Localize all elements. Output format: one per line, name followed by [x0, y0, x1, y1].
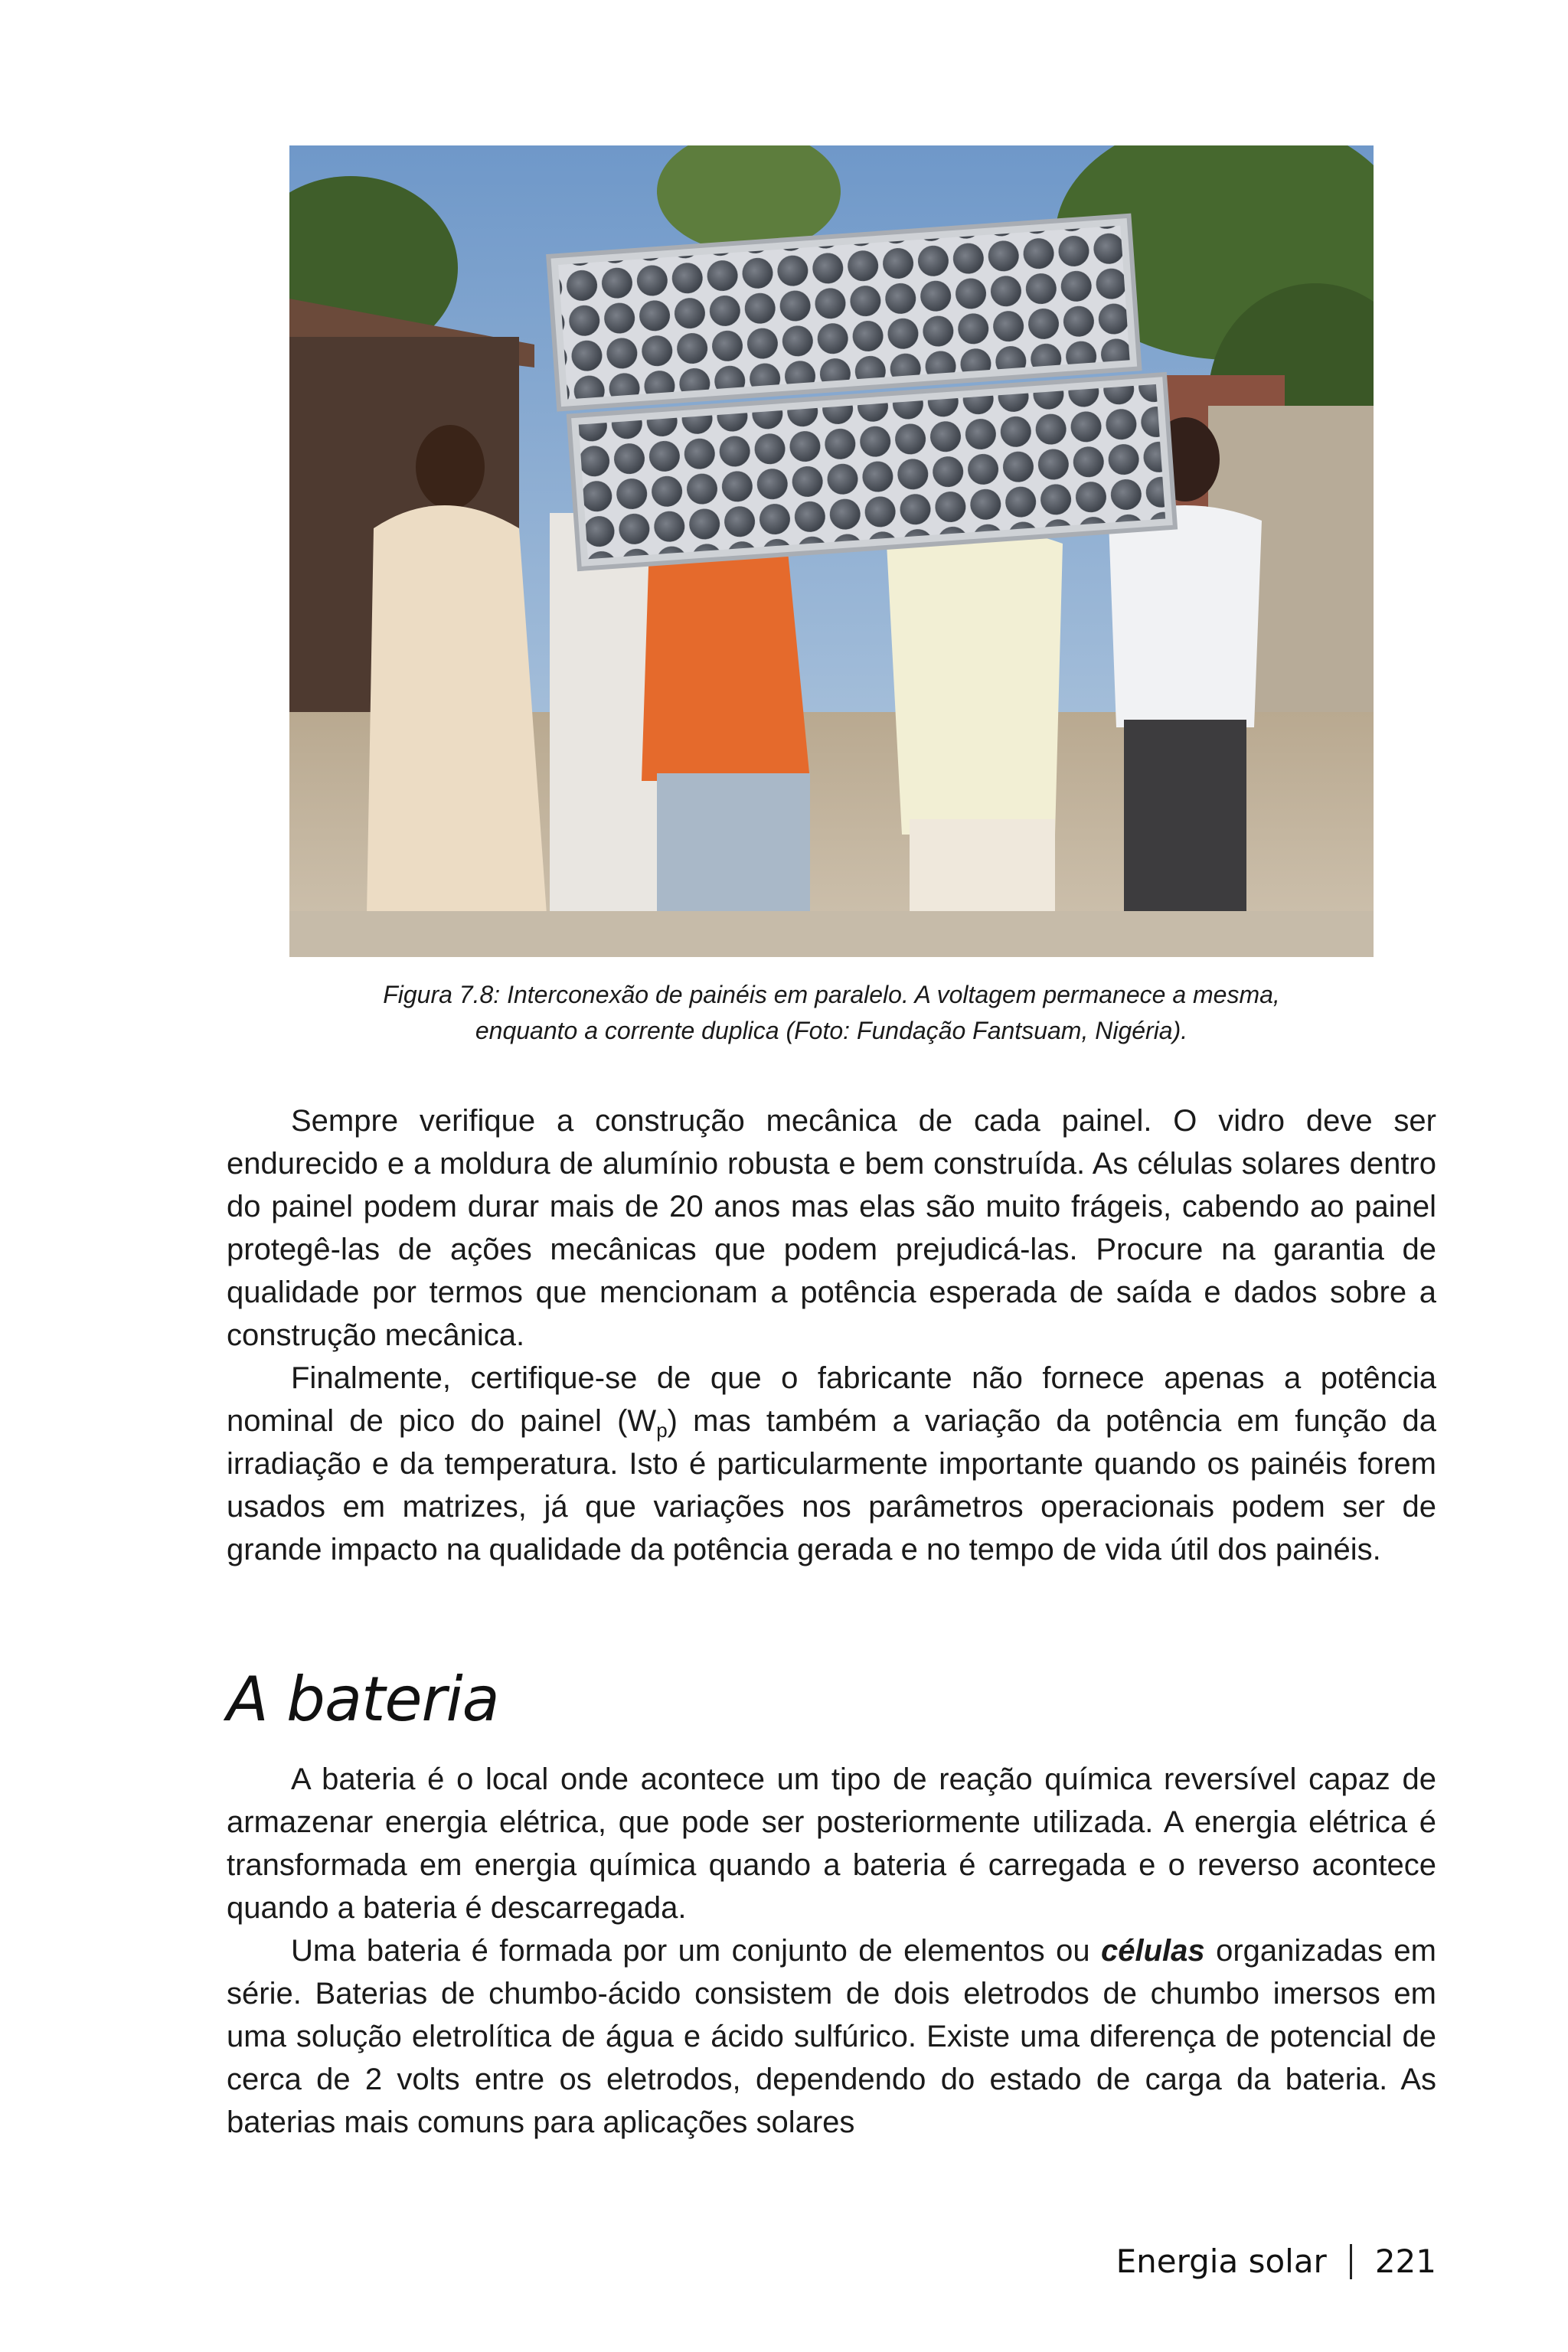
solar-panel-photo [289, 145, 1374, 957]
section-heading: A bateria [227, 1664, 499, 1735]
cells-emphasis: células [1101, 1934, 1205, 1968]
cells-text-a: Uma bateria é formada por um conjunto de elementos ou [291, 1934, 1102, 1968]
body-section-battery [227, 1758, 1436, 2144]
page-footer [1116, 2239, 1436, 2285]
paragraph-peak-power [227, 1357, 1436, 1571]
caption-line-2: enquanto a corrente duplica (Foto: Fundação Fantsuam, Nigéria). [475, 1017, 1188, 1044]
peak-power-text-b: ) mas também a variação da potência em função da irradiação e da temperatura. Isto é particularmente importante quando os painéis forem usados em matrizes, já que variações nos parâmetros operacionais podem ser de grande impacto na qualidade da potência gerada e no tempo de vida útil dos painéis. [227, 1404, 1436, 1566]
footer-section-name: Energia solar [1116, 2243, 1327, 2280]
peak-power-subscript: p [656, 1419, 668, 1442]
body-section-panels [227, 1099, 1436, 1571]
paragraph-construction: Sempre verifique a construção mecânica de cada painel. O vidro deve ser endurecido e a moldura de alumínio robusta e bem construída. As células solares dentro do painel podem durar mais de 20 anos mas elas são muito frágeis, cabendo ao painel protegê-las de ações mecânicas que podem prejudicá-las. Procure na garantia de qualidade por termos que mencionam a potência esperada de saída e dados sobre a construção mecânica. [227, 1104, 1436, 1352]
figure-caption [230, 977, 1433, 1049]
page-number: 221 [1374, 2243, 1436, 2280]
figure-photo [289, 145, 1374, 957]
paragraph-battery-definition: A bateria é o local onde acontece um tipo de reação química reversível capaz de armazenar energia elétrica, que pode ser posteriormente utilizada. A energia elétrica é transformada em energia química quando a bateria é carregada e o reverso acontece quando a bateria é descarregada. [227, 1762, 1436, 1925]
peak-power-text-a: Finalmente, certifique-se de que o fabricante não fornece apenas a potência nominal de pico do painel (W [227, 1361, 1436, 1438]
caption-line-1: Figura 7.8: Interconexão de painéis em paralelo. A voltagem permanece a mesma, [383, 981, 1280, 1008]
footer-divider [1350, 2244, 1352, 2279]
paragraph-battery-cells [227, 1929, 1436, 2144]
cells-text-b: organizadas em série. Baterias de chumbo-ácido consistem de dois eletrodos de chumbo imersos em uma solução eletrolítica de água e ácido sulfúrico. Existe uma diferença de potencial de cerca de 2 volts entre os eletrodos, dependendo do estado de carga da bateria. As baterias mais comuns para aplicações solares [227, 1934, 1436, 2139]
